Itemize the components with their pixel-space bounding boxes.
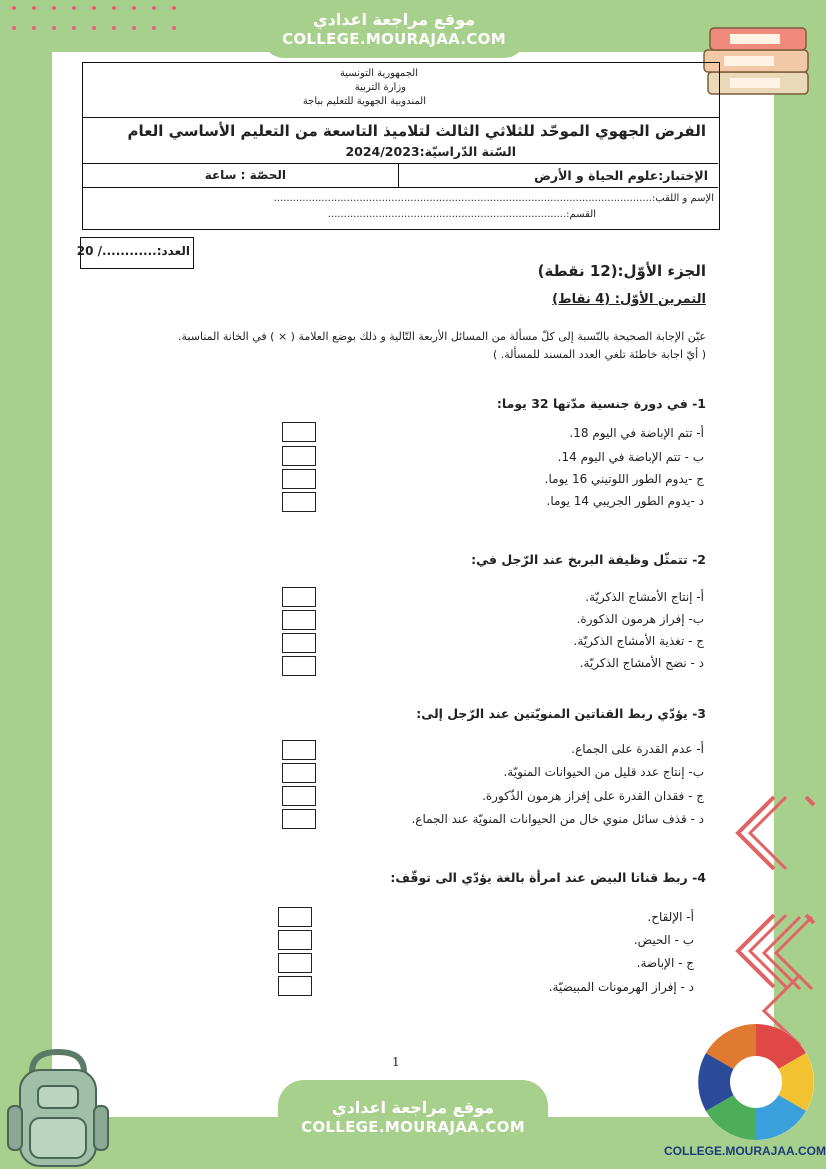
subject-text: الإختبار:علوم الحياة و الأرض — [534, 168, 708, 183]
answer-checkbox[interactable] — [282, 587, 316, 607]
directorate-text: المندوبية الجهوية للتعليم بباجة — [302, 96, 426, 107]
question-title: 4- ربط قناتا البيض عند امرأة بالغة يؤدّي الى توقّف: — [390, 870, 706, 885]
answer-checkbox[interactable] — [282, 809, 316, 829]
answer-checkbox[interactable] — [282, 492, 316, 512]
answer-checkbox[interactable] — [282, 422, 316, 442]
option-text: أ- عدم القدرة على الجماع. — [571, 742, 704, 756]
site-logo-text: COLLEGE.MOURAJAA.COM — [664, 1144, 826, 1158]
exam-title: الفرض الجهوي الموحّد للثلاثي الثالث لتلاميذ التاسعة من التعليم الأساسي العام — [127, 122, 706, 140]
banner-url-text: COLLEGE.MOURAJAA.COM — [301, 1118, 525, 1136]
option-text: أ- تتم الإباضة في اليوم 18. — [569, 426, 704, 440]
decorative-dots — [10, 4, 180, 44]
site-banner-bottom[interactable] — [278, 1080, 548, 1169]
site-banner-top[interactable] — [262, 0, 526, 58]
question-title: 1- في دورة جنسية مدّتها 32 يوما: — [496, 396, 706, 411]
answer-checkbox[interactable] — [282, 633, 316, 653]
header-divider — [82, 163, 718, 164]
ministry-text: وزارة التربية — [354, 82, 406, 93]
school-year: السّنة الدّراسيّة:2024/2023 — [345, 144, 516, 159]
answer-checkbox[interactable] — [282, 763, 316, 783]
answer-checkbox[interactable] — [282, 610, 316, 630]
option-text: ج - الإباضة. — [636, 956, 694, 970]
option-text: د - قذف سائل منوي خال من الحيوانات المنويّة عند الجماع. — [411, 812, 704, 826]
option-text: أ- إنتاج الأمشاج الذكريّة. — [585, 590, 704, 604]
answer-checkbox[interactable] — [278, 907, 312, 927]
option-text: أ- الإلقاح. — [647, 910, 694, 924]
banner-arabic-text: موقع مراجعة اعدادي — [331, 1098, 495, 1117]
answer-checkbox[interactable] — [278, 953, 312, 973]
option-text: ب - تتم الإباضة في اليوم 14. — [557, 450, 704, 464]
header-divider — [82, 187, 718, 188]
answer-checkbox[interactable] — [278, 930, 312, 950]
instruction-line: ( أيّ اجابة خاطئة تلغي العدد المسند للمسألة. ) — [492, 348, 706, 361]
question-title: 2- تتمثّل وظيفة البربخ عند الرّجل في: — [471, 552, 706, 567]
part-title: الجزء الأوّل:(12 نقطة) — [537, 262, 706, 280]
option-text: ب- إفراز هرمون الذكورة. — [576, 612, 704, 626]
duration-text: الحصّة : ساعة — [204, 168, 286, 182]
site-logo-icon[interactable] — [694, 1020, 818, 1144]
option-text: د - نضج الأمشاج الذكريّة. — [579, 656, 704, 670]
score-label: العدد:............/ 20 — [76, 244, 190, 258]
class-label: القسم:........................................................................... — [327, 209, 596, 220]
option-text: د -يدوم الطور الجريبي 14 يوما. — [546, 494, 704, 508]
option-text: ج -يدوم الطور اللوتيني 16 يوما. — [544, 472, 704, 486]
answer-checkbox[interactable] — [278, 976, 312, 996]
instruction-line: عيّن الإجابة الصحيحة بالنّسبة إلى كلّ مسألة من المسائل الأربعة التّالية و ذلك بوضع العلامة ( × ) في الخانة المناسبة. — [178, 330, 706, 343]
exercise-title: التمرين الأوّل: (4 نقاط) — [552, 292, 706, 307]
header-divider — [398, 163, 399, 187]
banner-url-text: COLLEGE.MOURAJAA.COM — [282, 30, 506, 48]
answer-checkbox[interactable] — [282, 656, 316, 676]
option-text: ج - فقدان القدرة على إفراز هرمون الذّكورة. — [482, 789, 704, 803]
option-text: ج - تغذية الأمشاج الذكريّة. — [573, 634, 704, 648]
name-label: الإسم و اللقب:....................................................................................................................... — [273, 193, 714, 204]
option-text: ب - الحيض. — [633, 933, 694, 947]
banner-arabic-text: موقع مراجعة اعدادي — [312, 10, 476, 29]
answer-checkbox[interactable] — [282, 446, 316, 466]
option-text: ب- إنتاج عدد قليل من الحيوانات المنويّة. — [503, 765, 704, 779]
page-number: 1 — [392, 1055, 400, 1069]
question-title: 3- يؤدّي ربط القناتين المنويّتين عند الرّجل إلى: — [416, 706, 706, 721]
answer-checkbox[interactable] — [282, 786, 316, 806]
republic-text: الجمهورية التونسية — [339, 68, 418, 79]
answer-checkbox[interactable] — [282, 469, 316, 489]
answer-checkbox[interactable] — [282, 740, 316, 760]
backpack-icon — [2, 1046, 114, 1168]
option-text: د - إفراز الهرمونات المبيضيّة. — [548, 980, 694, 994]
